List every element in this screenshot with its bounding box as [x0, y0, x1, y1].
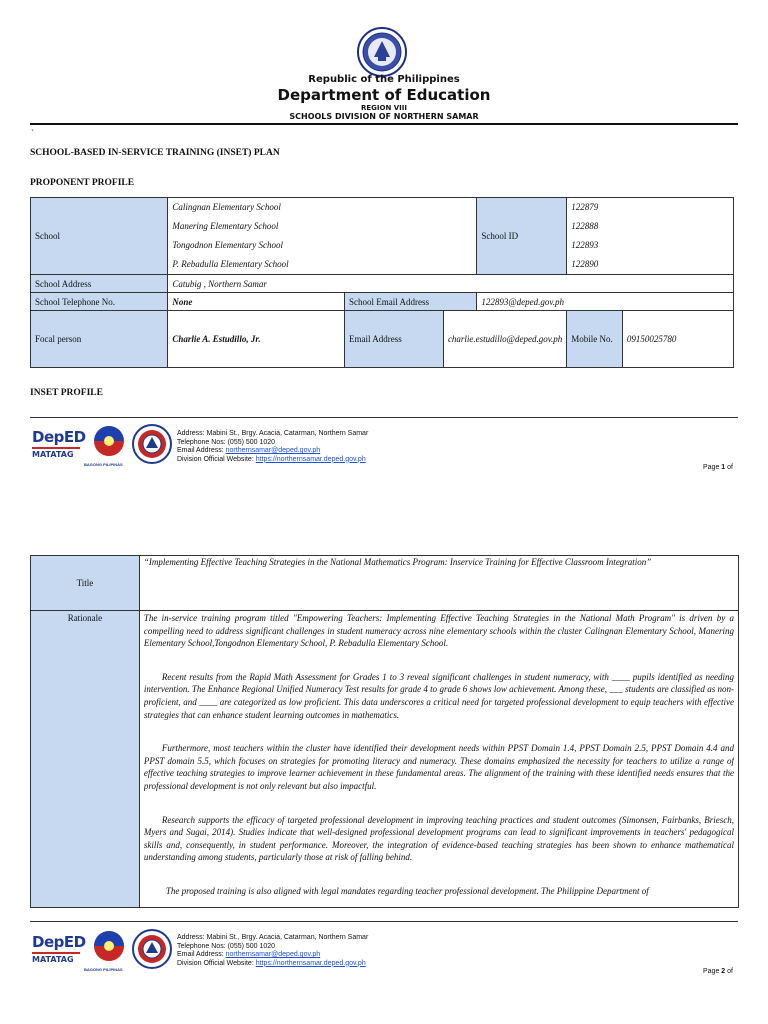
school-id-label: School ID — [477, 198, 567, 275]
region-line: REGION VIII — [361, 104, 407, 112]
stray-mark: ` — [31, 128, 34, 138]
focal-person-label: Focal person — [31, 311, 168, 368]
division-seal-logo — [132, 929, 172, 969]
footer-telephone: Telephone Nos: (055) 500 1020 — [177, 942, 276, 950]
proponent-table — [30, 197, 734, 368]
inset-heading: INSET PROFILE — [30, 388, 103, 398]
footer-email-label: Email Address: — [177, 447, 226, 454]
department-title: Department of Education — [277, 86, 491, 104]
school-id: 122893 — [571, 240, 599, 250]
republic-line: Republic of the Philippines — [308, 74, 460, 85]
school-id: 122890 — [571, 259, 599, 269]
rationale-label: Rationale — [31, 611, 140, 908]
school-list — [168, 198, 477, 275]
mobile-label: Mobile No. — [567, 311, 623, 368]
footer-email-link[interactable]: northernsamar@deped.gov.ph — [225, 951, 321, 958]
rationale-paragraph: Furthermore, most teachers within the cluster have identified their development needs within PPST Domain 1.4, PPST Domain 2.5, PPST Domain 4.4 and PPST domain 5.5, which focuses on strategies for promoting literacy and numeracy. These domains emphasized the necessity for teachers to utilize a range of effective teaching strategies to improve learner achievement in these fundamental areas. The alignment of the training with these identified needs ensures that the professional development is not only relevant but also impactful. — [143, 743, 734, 791]
school-name: Tongodnon Elementary School — [172, 240, 284, 250]
bagong-pilipinas-wordmark: BAGONG PILIPINAS — [84, 967, 123, 972]
page-label: Page — [703, 464, 722, 471]
footer-website-label: Division Official Website: — [177, 455, 256, 463]
plan-title: SCHOOL-BASED IN-SERVICE TRAINING (INSET) PLAN — [30, 148, 280, 158]
school-name: Manering Elementary School — [172, 221, 279, 231]
bagong-pilipinas-wordmark: BAGONG PILIPINAS — [84, 462, 123, 467]
school-address: Catubig , Northern Samar — [168, 275, 734, 293]
mobile-number: 09150025780 — [622, 311, 733, 368]
page-label: Page — [703, 968, 722, 975]
footer-contact — [177, 934, 368, 968]
division-line: SCHOOLS DIVISION OF NORTHERN SAMAR — [289, 112, 479, 121]
rationale-paragraph: Recent results from the Rapid Math Assessment for Grades 1 to 3 reveal significant challenges in student numeracy, with ____ pupils identified as needing intervention. The Enhance Regional Unified Numeracy Test results for grade 4 to grade 6 shows low achievement. Among these, ___ students are classified as non-proficient, and ____ are categorized as low proficient. This data underscores a critical need for targeted professional development to equip teachers with effective strategies that can enhance student learning outcomes in mathematics. — [143, 671, 734, 720]
footer-contact — [177, 430, 368, 464]
footer-email-link[interactable]: northernsamar@deped.gov.ph — [225, 447, 321, 454]
school-id-list — [567, 198, 734, 275]
school-name: P. Rebadulla Elementary School — [172, 259, 289, 269]
footer-divider-1 — [30, 417, 738, 418]
school-telephone: None — [168, 293, 345, 311]
address-label: School Address — [31, 275, 168, 293]
deped-matatag-logo — [32, 428, 84, 468]
inset-profile-table — [30, 555, 739, 908]
footer-website-link[interactable]: https://northernsamar.deped.gov.ph — [255, 455, 366, 463]
deped-matatag-logo — [32, 933, 84, 973]
rationale-paragraph: The proposed training is also aligned with legal mandates regarding teacher professional development. The Philippine Department of — [165, 885, 649, 896]
rationale-body — [139, 611, 738, 908]
footer-website-label: Division Official Website: — [177, 959, 256, 967]
deped-wordmark: DepED — [32, 428, 86, 446]
title-label: Title — [31, 556, 140, 611]
page-number-2 — [703, 968, 733, 975]
footer-address: Address: Mabini St., Brgy. Acacia, Catarman, Northern Samar — [177, 934, 369, 941]
school-id: 122888 — [571, 221, 599, 231]
page-num: 1 — [721, 464, 726, 471]
footer-address: Address: Mabini St., Brgy. Acacia, Catarman, Northern Samar — [177, 430, 369, 437]
page-of: of — [725, 464, 733, 471]
deped-seal-logo — [357, 27, 407, 77]
page-number-1 — [703, 464, 733, 471]
focal-person: Charlie A. Estudillo, Jr. — [168, 311, 345, 368]
page-num: 2 — [721, 968, 726, 975]
bagong-pilipinas-logo — [88, 424, 130, 458]
matatag-wordmark: MATATAG — [32, 955, 74, 964]
page-of: of — [725, 968, 733, 975]
rationale-paragraph: Research supports the efficacy of targeted professional development in improving teaching practices and student outcomes (Simonsen, Fairbanks, Briesch, Myers and Sugai, 2014). Studies indicate that well-designed professional development programs can lead to significant improvements in teachers' pedagogical skills and, consequently, in student performance. Moreover, the integration of evidence-based teaching strategies has been shown to enhance mathematical understanding among students, particularly those at risk of falling behind. — [143, 814, 734, 863]
matatag-wordmark: MATATAG — [32, 450, 74, 459]
training-title: “Implementing Effective Teaching Strategies in the National Mathematics Program: Inservice Training for Effective Classroom Integration” — [139, 556, 738, 611]
deped-wordmark: DepED — [32, 933, 86, 951]
proponent-heading: PROPONENT PROFILE — [30, 178, 135, 188]
header-divider — [30, 123, 738, 125]
rationale-paragraph: The in-service training program titled "Empowering Teachers: Implementing Effective Teaching Strategies in the National Math Program" is driven by a compelling need to address significant challenges in student numeracy across nine elementary schools within the cluster Calingnan Elementary School, Manering Elementary School,Tongodnon Elementary School, P. Rebadulla Elementary School. — [143, 613, 734, 649]
footer-website-link[interactable]: https://northernsamar.deped.gov.ph — [255, 959, 366, 967]
school-id: 122879 — [571, 202, 599, 212]
focal-email-label: Email Address — [345, 311, 444, 368]
footer-telephone: Telephone Nos: (055) 500 1020 — [177, 438, 276, 446]
bagong-pilipinas-logo — [88, 929, 130, 963]
telephone-label: School Telephone No. — [31, 293, 168, 311]
footer-divider-2 — [30, 921, 738, 922]
school-email: 122893@deped.gov.ph — [477, 293, 734, 311]
focal-email: charlie.estudillo@deped.gov.ph — [443, 311, 566, 368]
school-name: Calingnan Elementary School — [172, 202, 281, 212]
division-seal-logo — [132, 424, 172, 464]
school-label: School — [31, 198, 168, 275]
school-email-label: School Email Address — [345, 293, 477, 311]
footer-email-label: Email Address: — [177, 951, 226, 958]
